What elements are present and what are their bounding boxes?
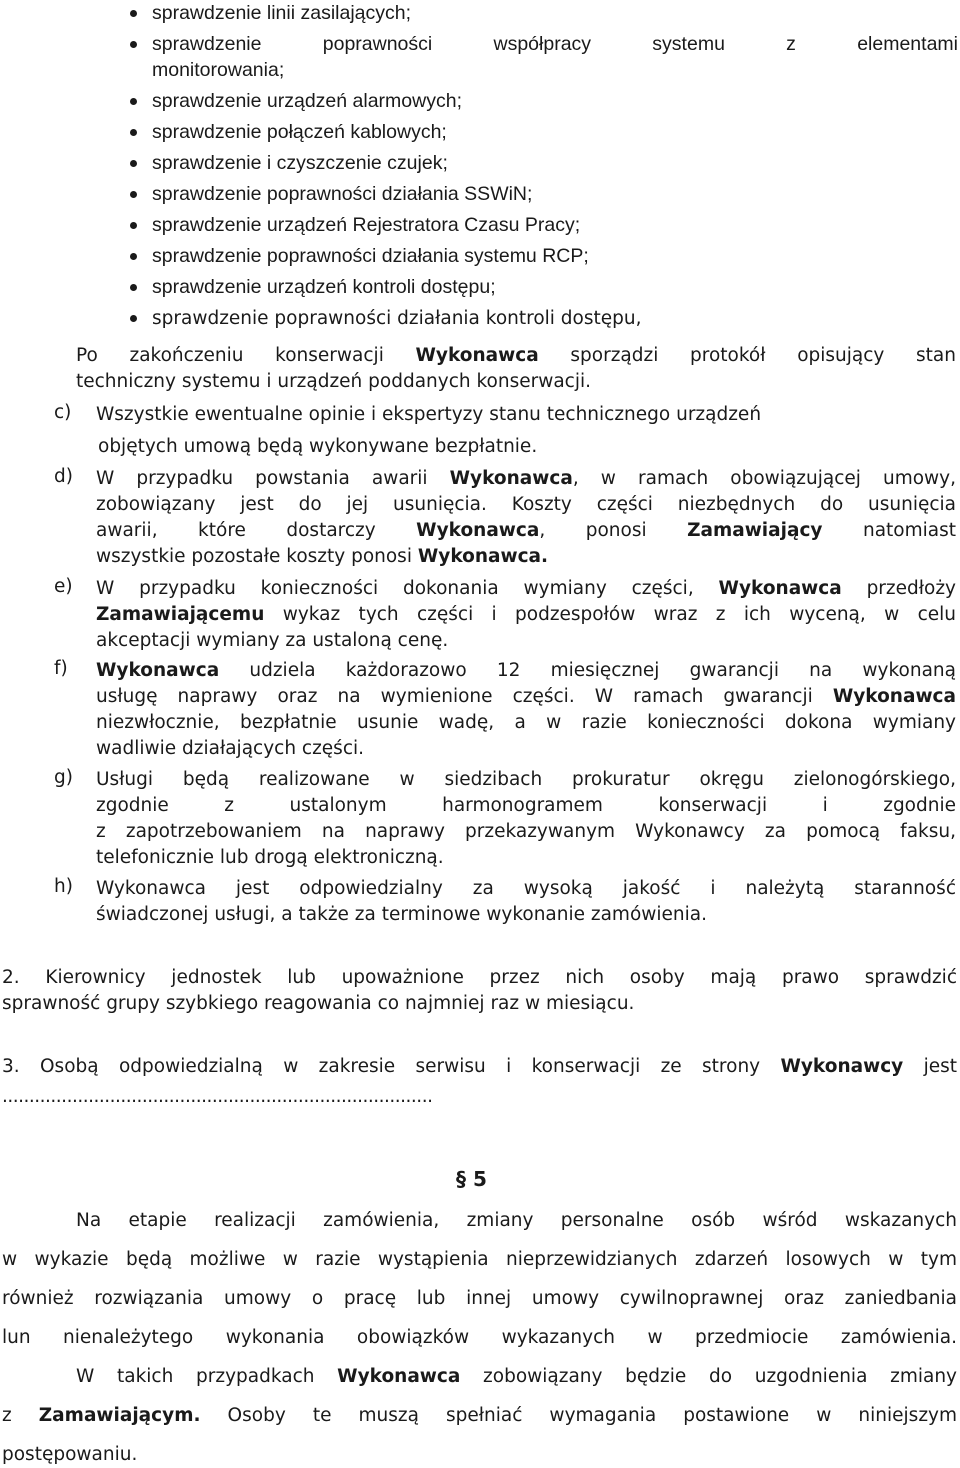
list-item xyxy=(128,31,958,83)
bullet-list xyxy=(128,0,958,332)
paragraph-3: 3. Osobą odpowiedzialną w zakresie serwisu i konserwacji ze strony Wykonawcy jest ................................................................................ xyxy=(2,1054,957,1110)
section-number: 5 xyxy=(472,1167,487,1191)
item-label: e) xyxy=(54,576,73,597)
list-item: sprawdzenie poprawności działania SSWiN; xyxy=(128,181,958,207)
section-heading xyxy=(456,1167,487,1191)
item-label: c) xyxy=(54,402,72,423)
bullet-icon xyxy=(130,98,137,105)
conclusion-paragraph xyxy=(76,343,956,395)
paragraph-2: 2. Kierownicy jednostek lub upoważnione przez nich osoby mają prawo sprawdzić sprawność grupy szybkiego reagowania co najmniej raz w miesiącu. xyxy=(2,967,957,1014)
bullet-icon xyxy=(130,253,137,260)
list-item: sprawdzenie urządzeń kontroli dostępu; xyxy=(128,274,958,300)
bullet-icon xyxy=(130,129,137,136)
bullet-icon xyxy=(130,284,137,291)
item-body: Wszystkie ewentualne opinie i ekspertyzy stanu technicznego urządzeń objętych umową będą wykonywane bezpłatnie. xyxy=(96,404,762,457)
bullet-icon xyxy=(130,10,137,17)
bullet-icon xyxy=(130,160,137,167)
bullet-icon xyxy=(130,222,137,229)
item-body: W przypadku powstania awarii Wykonawca, w ramach obowiązującej umowy, zobowiązany jest do jej usunięcia. Koszty części niezbędnych do usunięcia awarii, które dostarczy Wykonawca, ponosi Zamawiający natomiast wszystkie pozostałe koszty ponosi Wykonawca. xyxy=(96,468,956,567)
conclusion-line2: techniczny systemu i urządzeń poddanych konserwacji. xyxy=(76,371,592,392)
item-label: g) xyxy=(54,767,73,788)
list-item: sprawdzenie linii zasilających; xyxy=(128,0,958,26)
section-symbol: § xyxy=(456,1167,466,1191)
item-label: d) xyxy=(54,466,73,487)
section-5-text: Na etapie realizacji zamówienia, zmiany personalne osób wśród wskazanych w wykazie będą możliwe w razie wystąpienia nieprzewidzianych zdarzeń losowych w tym również rozwiązania umowy o pracę lub innej umowy cywilnoprawnej oraz zaniedbania lun nienależytego wykonania obowiązków wykazanych w przedmiocie zamówienia. W takich przypadkach Wykonawca zobowiązany będzie do uzgodnienia zmiany z Zamawiającym. Osoby te muszą spełniać wymagania postawione w niniejszym postępowaniu. xyxy=(2,1210,957,1465)
list-item-text-line2: monitorowania; xyxy=(152,59,285,81)
bullet-icon xyxy=(130,191,137,198)
list-item: sprawdzenie urządzeń Rejestratora Czasu Pracy; xyxy=(128,212,958,238)
item-label: f) xyxy=(54,658,68,679)
list-item: sprawdzenie połączeń kablowych; xyxy=(128,119,958,145)
item-body: Usługi będą realizowane w siedzibach prokuratur okręgu zielonogórskiego, zgodnie z ustalonym harmonogramem konserwacji i zgodnie z zapotrzebowaniem na naprawy przekazywanym Wykonawcy za pomocą faksu, telefonicznie lub drogą elektroniczną. xyxy=(96,769,956,868)
item-body: W przypadku konieczności dokonania wymiany części, Wykonawca przedłoży Zamawiającemu wykaz tych części i podzespołów wraz z ich wyceną, w celu akceptacji wymiany za ustaloną cenę. xyxy=(96,578,956,651)
bullet-icon xyxy=(130,315,137,322)
list-item-text-line1: sprawdzenie poprawności współpracy systemu z elementami xyxy=(152,33,958,55)
list-item: sprawdzenie poprawności działania kontroli dostępu, xyxy=(128,305,958,332)
item-label: h) xyxy=(54,876,73,897)
list-item: sprawdzenie urządzeń alarmowych; xyxy=(128,88,958,114)
item-body: Wykonawca jest odpowiedzialny za wysoką jakość i należytą staranność świadczonej usługi, a także za terminowe wykonanie zamówienia. xyxy=(96,878,956,925)
item-body: Wykonawca udziela każdorazowo 12 miesięcznej gwarancji na wykonaną usługę naprawy oraz na wymienione części. W ramach gwarancji Wykonawca niezwłocznie, bezpłatnie usunie wadę, a w razie konieczności dokona wymiany wadliwie działających części. xyxy=(96,660,956,759)
bullet-icon xyxy=(130,41,137,48)
list-item: sprawdzenie poprawności działania systemu RCP; xyxy=(128,243,958,269)
blank-fill-dots: ................................................................................ xyxy=(2,1086,433,1107)
conclusion-line1: Po zakończeniu konserwacji Wykonawca sporządzi protokół opisujący stan xyxy=(76,345,956,366)
list-item: sprawdzenie i czyszczenie czujek; xyxy=(128,150,958,176)
